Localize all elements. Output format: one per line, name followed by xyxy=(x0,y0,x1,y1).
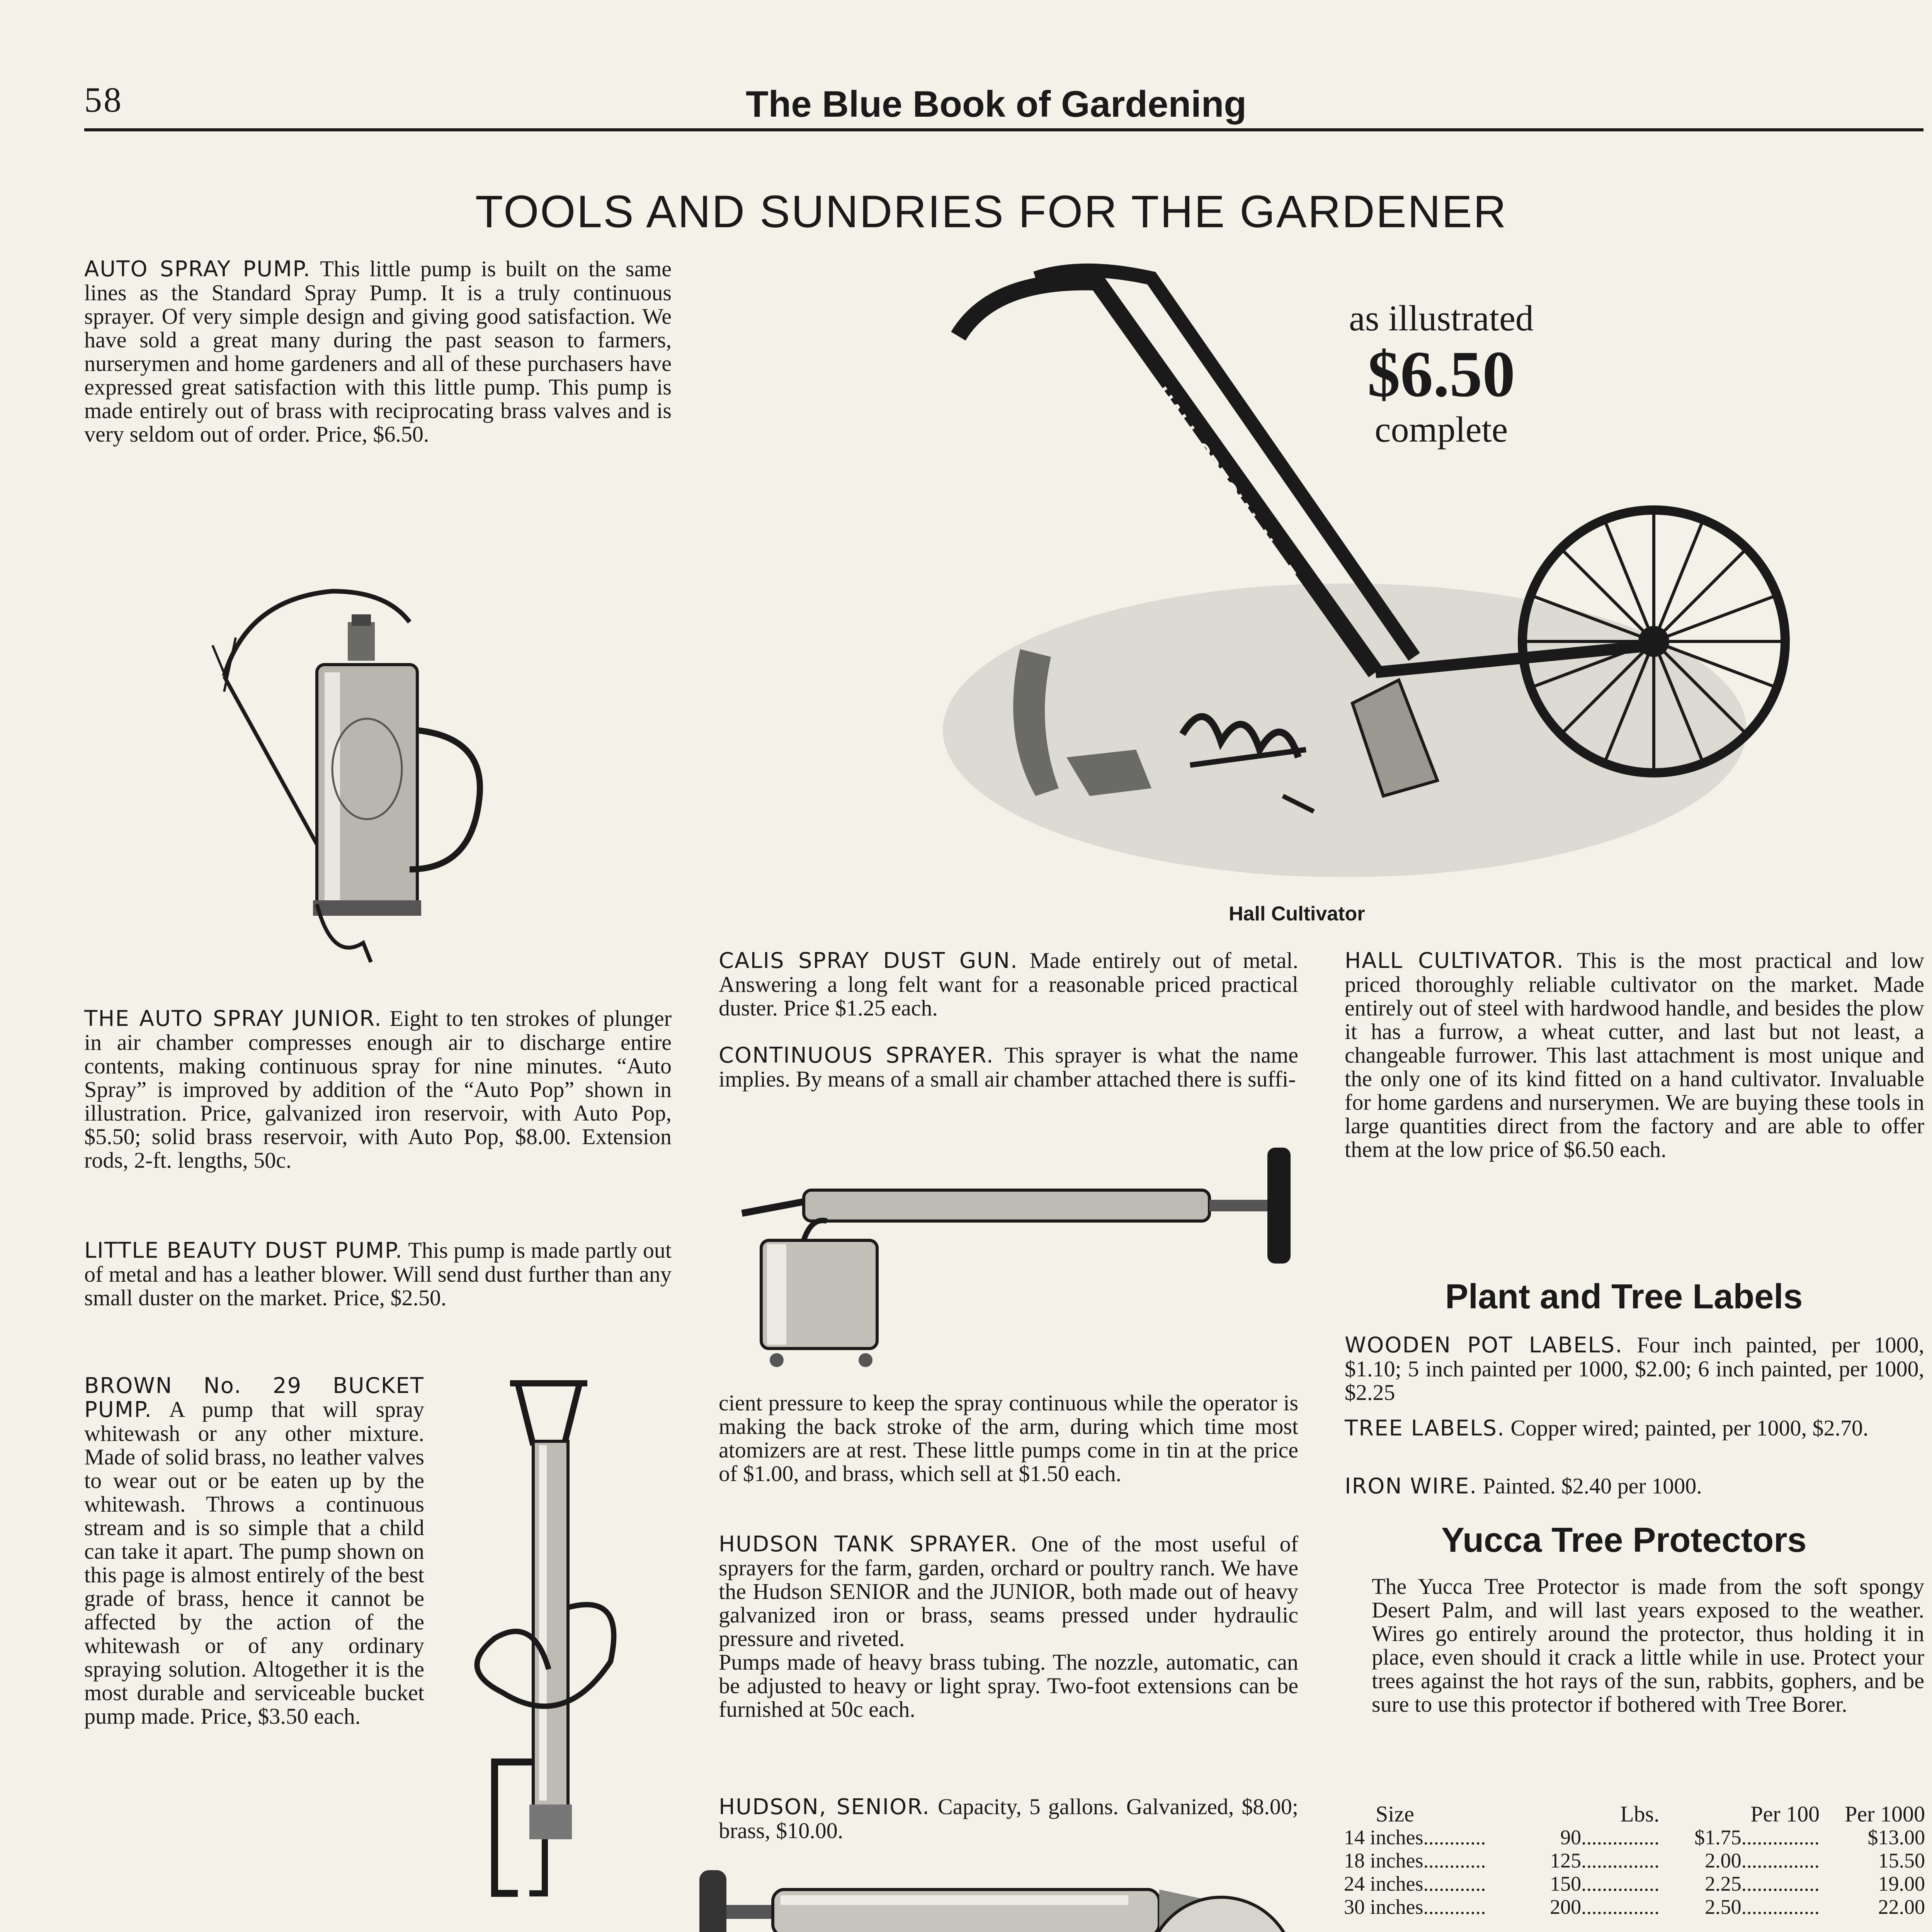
table-cell: 14 inches............ xyxy=(1344,1826,1486,1849)
table-cell: 125............... xyxy=(1550,1849,1660,1872)
brown-bucket-entry xyxy=(84,1374,424,1728)
continuous-sprayer-body: This sprayer is what the name implies. By means of a small air chamber attached there is suffi- xyxy=(719,1043,1299,1092)
yucca-heading: Yucca Tree Protectors xyxy=(1441,1521,1807,1560)
table-row xyxy=(1341,1895,1928,1918)
table-cell: 200............... xyxy=(1550,1895,1660,1918)
calis-gun-lead: CALIS SPRAY DUST GUN. xyxy=(719,948,1018,973)
brown-bucket-body: A pump that will spray whitewash or any other mixture. Made of solid brass, no leather valves to wear out or be eaten up by the whitewash. Throws a continuous stream and is so simple that a child can take it apart. The pump shown on this page is almost entirely of the best grade of brass, hence it cannot be affected by the action of the whitewash or of any ordinary spraying solution. Altogether it is the most durable and serviceable bucket pump made. Price, $3.50 each. xyxy=(84,1397,424,1729)
hudson-senior-body: Capacity, 5 gallons. Galvanized, $8.00; brass, $10.00. xyxy=(719,1794,1298,1843)
yucca-table-header xyxy=(1341,1803,1928,1826)
hudson-tank-body-2: Pumps made of heavy brass tubing. The nozzle, automatic, can be adjusted to heavy or light spray. Two-foot extensions can be furnished at 50c each. xyxy=(719,1650,1298,1722)
header-per-100: Per 100 xyxy=(1750,1801,1820,1827)
brown-bucket-lead: BROWN No. 29 BUCKET PUMP. xyxy=(84,1373,424,1422)
price-line-2: complete xyxy=(1374,410,1508,450)
table-cell: 2.25............... xyxy=(1705,1872,1820,1895)
table-cell: $1.75............... xyxy=(1694,1826,1820,1849)
header-per-1000: Per 1000 xyxy=(1845,1801,1925,1827)
hudson-tank-entry xyxy=(719,1532,1298,1721)
header-rule xyxy=(84,128,1923,131)
yucca-price-table xyxy=(1341,1803,1928,1918)
hudson-tank-body: One of the most useful of sprayers for the farm, garden, orchard or poultry ranch. We have the Hudson SENIOR and the JUNIOR, both made out of heavy galvanized iron or brass, seams pressed under hydraulic pressure and riveted. xyxy=(719,1531,1298,1651)
table-cell: 2.50............... xyxy=(1705,1895,1820,1918)
table-cell: 19.00 xyxy=(1878,1872,1925,1895)
cultivator-price-box xyxy=(1306,298,1577,451)
table-cell: 22.00 xyxy=(1878,1895,1925,1918)
iron-wire-lead: IRON WIRE. xyxy=(1345,1474,1478,1499)
continuous-sprayer-illustration xyxy=(726,1132,1314,1372)
table-row xyxy=(1341,1849,1928,1872)
bucket-pump-illustration xyxy=(440,1376,657,1917)
tree-labels-lead: TREE LABELS. xyxy=(1345,1416,1505,1441)
wooden-pot-lead: WOODEN POT LABELS. xyxy=(1345,1333,1623,1358)
hall-cultivator-entry xyxy=(1345,949,1924,1161)
header-lbs: Lbs. xyxy=(1620,1801,1660,1827)
wooden-pot-entry xyxy=(1345,1333,1924,1404)
table-cell: 2.00............... xyxy=(1705,1849,1820,1872)
misty-sprayer-illustration xyxy=(688,1847,1306,1932)
price-line-1: as illustrated xyxy=(1349,298,1534,338)
wooden-pot-body: Four inch painted, per 1000, $1.10; 5 inch painted per 1000, $2.00; 6 inch painted, per 1000, $2.25 xyxy=(1345,1332,1925,1405)
little-beauty-lead: LITTLE BEAUTY DUST PUMP. xyxy=(84,1238,403,1263)
tree-labels-body: Copper wired; painted, per 1000, $2.70. xyxy=(1510,1415,1869,1440)
table-cell: 18 inches............ xyxy=(1344,1849,1486,1872)
cultivator-price: $6.50 xyxy=(1367,338,1515,410)
continuous-sprayer-entry xyxy=(719,1043,1298,1091)
hudson-tank-lead: HUDSON TANK SPRAYER. xyxy=(719,1532,1018,1557)
hudson-senior-lead: HUDSON, SENIOR. xyxy=(719,1794,930,1820)
table-cell: 150............... xyxy=(1550,1872,1660,1895)
little-beauty-entry xyxy=(84,1238,672,1310)
calis-gun-body: Made entirely out of metal. Answering a long felt want for a reasonable priced practical duster. Price $1.25 each. xyxy=(719,948,1299,1020)
table-cell: 15.50 xyxy=(1878,1849,1925,1872)
running-title: The Blue Book of Gardening xyxy=(746,83,1247,125)
table-cell: 30 inches............ xyxy=(1344,1895,1486,1918)
hall-cultivator-body: This is the most practical and low priced thoroughly reliable cultivator on the market. Made entirely out of steel with hardwood handle, and besides the plow it has a furrow, a wheat cutter, and last but not least, a changeable furrower. This last attachment is most unique and the only one of its kind fitted on a hand cultivator. Invaluable for home gardens and nurserymen. We are buying these tools in large quantities direct from the factory and are able to offer them at the low price of $6.50 each. xyxy=(1345,948,1924,1162)
iron-wire-body: Painted. $2.40 per 1000. xyxy=(1483,1473,1702,1498)
wheel-text: HALL SPECIAL No. 7 xyxy=(1147,382,1301,587)
yucca-body: The Yucca Tree Protector is made from the soft spongy Desert Palm, and will last years exposed to the weather. Wires go entirely around the protector, thus holding it in place, even should it crack a little while in use. Protect your trees against the hot rays of the sun, rabbits, gophers, and be sure to use this protector if bothered with Tree Borer. xyxy=(1372,1574,1924,1717)
auto-spray-junior-body: Eight to ten strokes of plunger in air chamber compresses enough air to discharge entire contents, making continuous spray for nine minutes. “Auto Spray” is improved by addition of the “Auto Pop” shown in illustration. Price, galvanized iron reservoir, with Auto Pop, $5.50; solid brass reservoir, with Auto Pop, $8.00. Extension rods, 2-ft. lengths, 50c. xyxy=(84,1006,672,1173)
continuous-sprayer-lead: CONTINUOUS SPRAYER. xyxy=(719,1043,994,1068)
auto-spray-pump-entry xyxy=(84,257,672,446)
hall-cultivator-lead: HALL CULTIVATOR. xyxy=(1345,948,1564,973)
cultivator-caption: Hall Cultivator xyxy=(1229,903,1365,925)
continuous-sprayer-cont: cient pressure to keep the spray continuous while the operator is making the back stroke of the arm, during which time most atomizers are at rest. These little pumps come in tin at the price of $1.00, and brass, which sell at $1.50 each. xyxy=(719,1390,1298,1486)
auto-spray-junior-entry xyxy=(84,1007,672,1172)
little-beauty-body: This pump is made partly out of metal and has a leather blower. Will send dust further than any small duster on the market. Price, $2.50. xyxy=(84,1238,672,1310)
page-title: TOOLS AND SUNDRIES FOR THE GARDENER xyxy=(475,186,1507,237)
auto-spray-pump-lead: AUTO SPRAY PUMP. xyxy=(84,257,311,282)
table-cell: 90............... xyxy=(1560,1826,1660,1849)
iron-wire-entry xyxy=(1345,1474,1924,1498)
plant-labels-heading: Plant and Tree Labels xyxy=(1445,1277,1803,1316)
calis-gun-entry xyxy=(719,949,1298,1020)
auto-spray-pump-illustration xyxy=(201,576,510,981)
header-size: Size xyxy=(1376,1801,1414,1827)
tree-labels-entry xyxy=(1345,1416,1924,1440)
table-cell: 24 inches............ xyxy=(1344,1872,1486,1895)
hudson-senior-entry xyxy=(719,1795,1298,1842)
page-number: 58 xyxy=(84,80,123,119)
table-cell: $13.00 xyxy=(1867,1826,1925,1849)
auto-spray-pump-body: This little pump is built on the same lines as the Standard Spray Pump. It is a truly continuous sprayer. Of very simple design and giving good satisfaction. We have sold a great many during the past season to farmers, nurserymen and home gardeners and all of these purchasers have expressed great satisfaction with this little pump. This pump is made entirely out of brass with reciprocating brass valves and is very seldom out of order. Price, $6.50. xyxy=(84,256,672,447)
auto-spray-junior-lead: THE AUTO SPRAY JUNIOR. xyxy=(84,1006,382,1031)
table-row xyxy=(1341,1872,1928,1895)
table-row xyxy=(1341,1826,1928,1849)
